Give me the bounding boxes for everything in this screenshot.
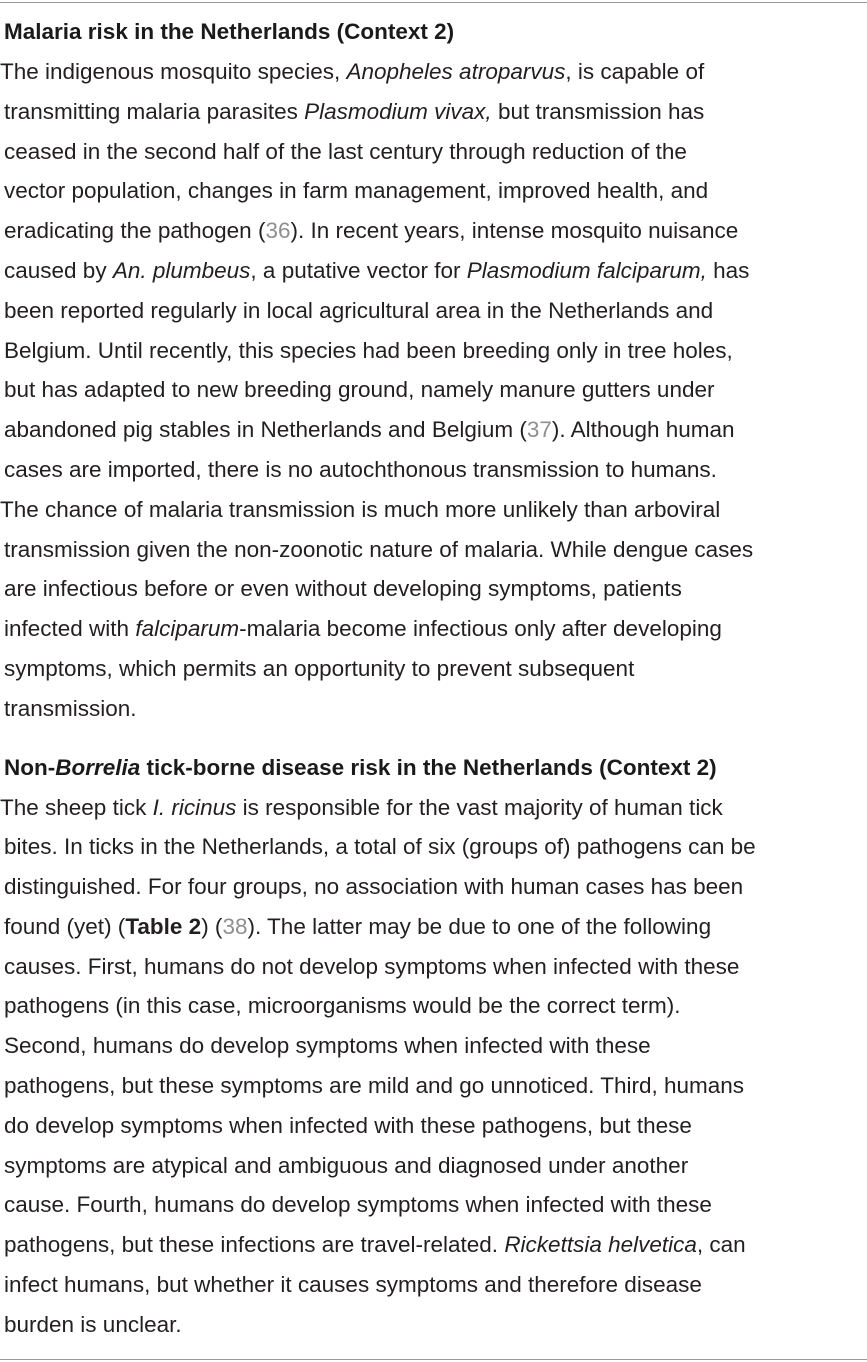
citation-link[interactable]: 38 — [222, 914, 248, 939]
top-rule — [0, 2, 867, 3]
species-name: I. ricinus — [152, 795, 237, 820]
paragraph-line: bites. In ticks in the Netherlands, a total of six (groups of) pathogens can be — [4, 834, 756, 859]
species-name: Rickettsia helvetica — [504, 1232, 697, 1257]
paragraph-line: Belgium. Until recently, this species had been breeding only in tree holes, — [4, 338, 733, 363]
paragraph-line: The sheep tick I. ricinus is responsible for the vast majority of human tick — [0, 795, 723, 820]
section-heading-tick-borne: Non-Borrelia tick-borne disease risk in the Netherlands (Context 2) — [4, 755, 717, 780]
bottom-rule — [0, 1359, 867, 1360]
paragraph-line: The indigenous mosquito species, Anopheles atroparvus, is capable of — [0, 59, 705, 84]
species-name: Anopheles atroparvus — [346, 59, 566, 84]
paragraph-line: transmission. — [4, 696, 137, 721]
paragraph-line: Second, humans do develop symptoms when infected with these — [4, 1033, 651, 1058]
paragraph-line: eradicating the pathogen (36). In recent years, intense mosquito nuisance — [4, 218, 739, 243]
paragraph-line: but has adapted to new breeding ground, namely manure gutters under — [4, 377, 715, 402]
species-name: An. plumbeus — [112, 258, 251, 283]
paragraph-line: distinguished. For four groups, no association with human cases has been — [4, 874, 744, 899]
paragraph-line: vector population, changes in farm management, improved health, and — [4, 178, 709, 203]
paragraph-line: infect humans, but whether it causes symptoms and therefore disease — [4, 1272, 702, 1297]
paragraph-line: pathogens, but these symptoms are mild and go unnoticed. Third, humans — [4, 1073, 745, 1098]
paragraph-line: causes. First, humans do not develop symptoms when infected with these — [4, 954, 740, 979]
paragraph-line: been reported regularly in local agricultural area in the Netherlands and — [4, 298, 714, 323]
paragraph-line: transmission given the non-zoonotic nature of malaria. While dengue cases — [4, 537, 754, 562]
paragraph-line: infected with falciparum-malaria become infectious only after developing — [4, 616, 722, 641]
section-heading-malaria: Malaria risk in the Netherlands (Context 2) — [4, 19, 455, 44]
paragraph-line: The chance of malaria transmission is much more unlikely than arboviral — [0, 497, 721, 522]
paragraph-line: symptoms, which permits an opportunity to prevent subsequent — [4, 656, 635, 681]
paragraph-line: cause. Fourth, humans do develop symptoms when infected with these — [4, 1192, 712, 1217]
paragraph-line: caused by An. plumbeus, a putative vector for Plasmodium falciparum, has — [4, 258, 750, 283]
paragraph-line: symptoms are atypical and ambiguous and diagnosed under another — [4, 1153, 689, 1178]
species-name: Plasmodium falciparum, — [466, 258, 707, 283]
species-name: Plasmodium vivax, — [304, 99, 492, 124]
paragraph-line: cases are imported, there is no autochthonous transmission to humans. — [4, 457, 717, 482]
paragraph-line: transmitting malaria parasites Plasmodium vivax, but transmission has — [4, 99, 705, 124]
paragraph-line: do develop symptoms when infected with these pathogens, but these — [4, 1113, 692, 1138]
paragraph-line: pathogens (in this case, microorganisms would be the correct term). — [4, 993, 681, 1018]
paragraph-line: are infectious before or even without developing symptoms, patients — [4, 576, 682, 601]
citation-link[interactable]: 37 — [526, 417, 552, 442]
paragraph-line: burden is unclear. — [4, 1312, 182, 1337]
table-reference-link[interactable]: Table 2 — [125, 914, 202, 939]
citation-link[interactable]: 36 — [265, 218, 291, 243]
paragraph-line: abandoned pig stables in Netherlands and Belgium (37). Although human — [4, 417, 735, 442]
paragraph-line: found (yet) (Table 2) (38). The latter may be due to one of the following — [4, 914, 712, 939]
paragraph-line: pathogens, but these infections are travel-related. Rickettsia helvetica, can — [4, 1232, 746, 1257]
paragraph-line: ceased in the second half of the last century through reduction of the — [4, 139, 687, 164]
species-name: falciparum — [135, 616, 240, 641]
